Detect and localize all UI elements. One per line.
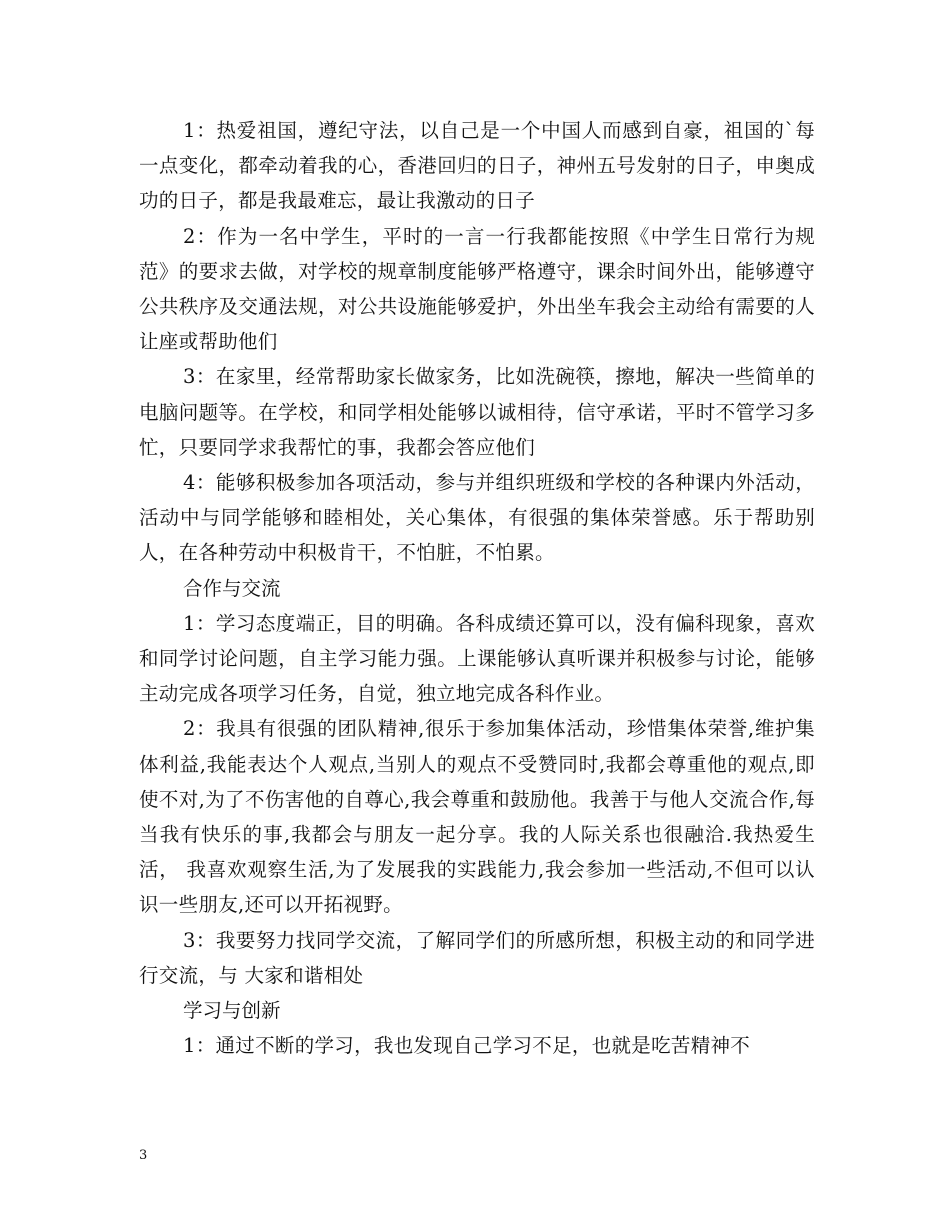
paragraph-5: 1：学习态度端正，目的明确。各科成绩还算可以，没有偏科现象，喜欢和同学讨论问题，自主学习能力强。上课能够认真听课并积极参与讨论，能够主动完成各项学习任务，自觉，独立地完成各科作业。 [139, 611, 815, 706]
paragraph-1: 1：热爱祖国，遵纪守法，以自己是一个中国人而感到自豪，祖国的`每一点变化，都牵动着我的心，香港回归的日子，神州五号发射的日子，申奥成功的日子，都是我最难忘，最让我激动的日子 [139, 119, 815, 213]
paragraph-7: 3：我要努力找同学交流，了解同学们的所感所想，积极主动的和同学进行交流，与 大家和谐相处 [139, 928, 815, 987]
paragraph-3: 3：在家里，经常帮助家长做家务，比如洗碗筷，擦地，解决一些简单的电脑问题等。在学校，和同学相处能够以诚相待，信守承诺，平时不管学习多忙，只要同学求我帮忙的事，我都会答应他们 [139, 365, 815, 459]
page-number: 3 [139, 1148, 148, 1163]
paragraph-6: 2：我具有很强的团队精神,很乐于参加集体活动，珍惜集体荣誉,维护集体利益,我能表达个人观点,当别人的观点不受赞同时,我都会尊重他的观点,即使不对,为了不伤害他的自尊心,我会尊重和鼓励他。我善于与他人交流合作,每当我有快乐的事,我都会与朋友一起分享。我的人际关系也很融洽.我热爱生活， 我喜欢观察生活,为了发展我的实践能力,我会参加一些活动,不但可以认识一些朋友,还可以开拓视野。 [139, 717, 815, 917]
document-body [139, 113, 815, 1063]
section-heading-learning: 学习与创新 [183, 999, 281, 1023]
paragraph-8: 1：通过不断的学习，我也发现自己学习不足，也就是吃苦精神不 [183, 1034, 751, 1058]
paragraph-2: 2：作为一名中学生，平时的一言一行我都能按照《中学生日常行为规范》的要求去做，对学校的规章制度能够严格遵守，课余时间外出，能够遵守公共秩序及交通法规，对公共设施能够爱护，外出坐车我会主动给有需要的人让座或帮助他们 [139, 224, 815, 354]
paragraph-4: 4：能够积极参加各项活动，参与并组织班级和学校的各种课内外活动，活动中与同学能够和睦相处，关心集体，有很强的集体荣誉感。乐于帮助别人，在各种劳动中积极肯干，不怕脏，不怕累。 [139, 471, 815, 565]
section-heading-cooperation: 合作与交流 [183, 576, 281, 600]
